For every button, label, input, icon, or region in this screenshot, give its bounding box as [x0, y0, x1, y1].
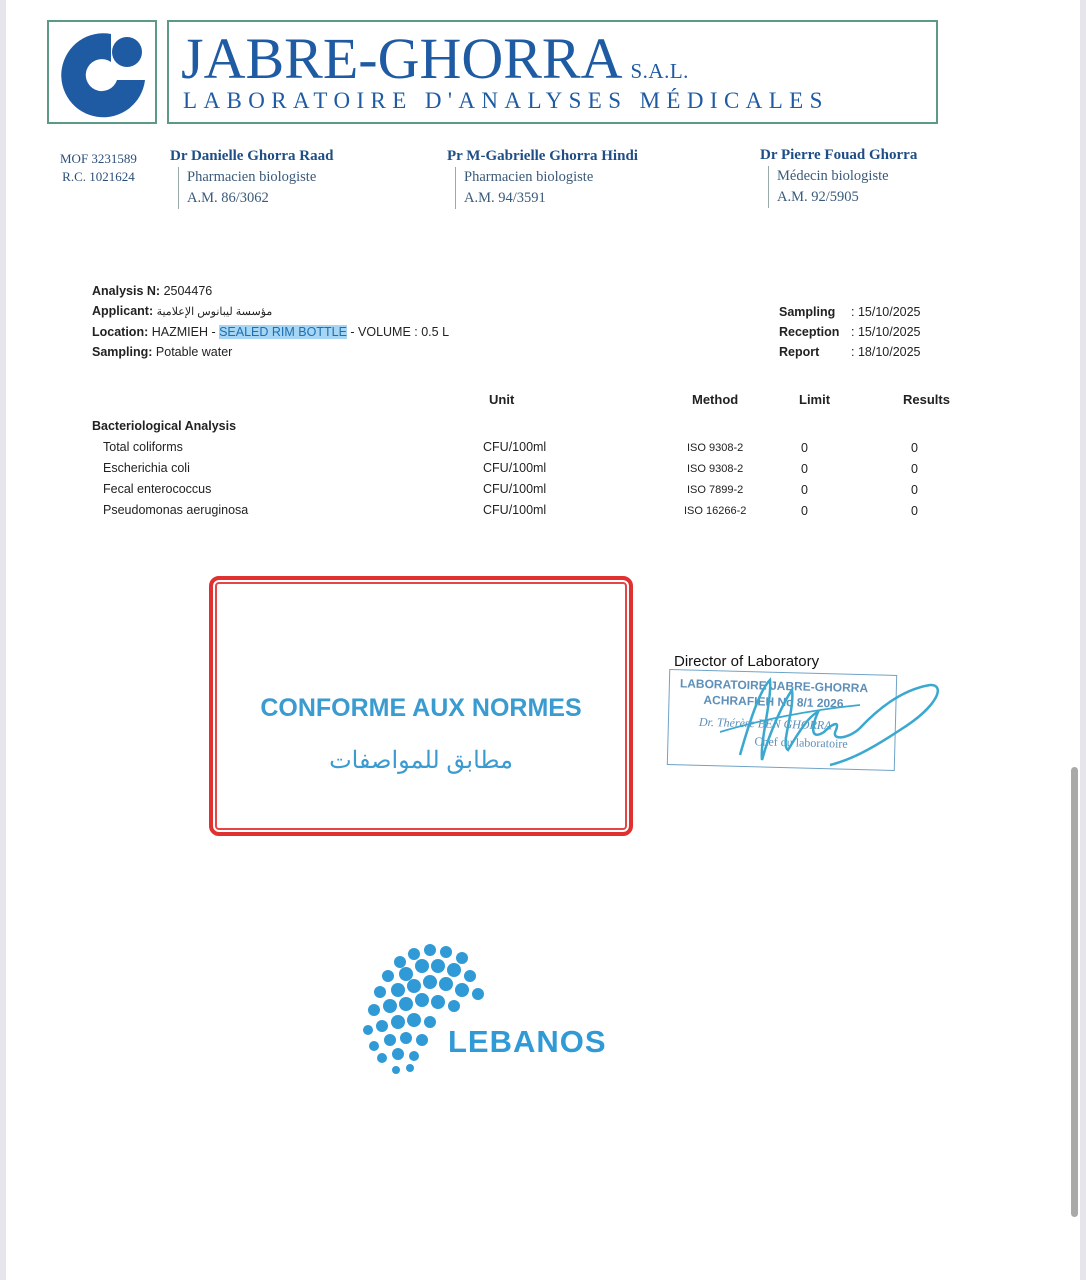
table-row: [0, 440, 1086, 461]
date-value: : 15/10/2025: [851, 305, 921, 319]
parameter-cell: Total coliforms: [103, 440, 183, 454]
company-logo-frame: [47, 20, 157, 124]
location-highlighted-text[interactable]: SEALED RIM BOTTLE: [219, 325, 347, 339]
column-header-method: Method: [692, 392, 739, 407]
table-row: [0, 461, 1086, 482]
vertical-scrollbar-thumb[interactable]: [1071, 767, 1078, 1217]
limit-cell: 0: [801, 504, 808, 518]
doctor-block: [170, 148, 333, 209]
applicant-value: مؤسسة ليبانوس الإعلامية: [156, 306, 273, 318]
date-row: [779, 302, 921, 322]
limit-cell: 0: [801, 483, 808, 497]
rc-number: R.C. 1021624: [62, 169, 135, 184]
result-cell: 0: [911, 441, 918, 455]
doctor-name: Pr M-Gabrielle Ghorra Hindi: [447, 148, 638, 164]
unit-cell: CFU/100ml: [483, 461, 547, 475]
method-cell: ISO 16266-2: [684, 505, 747, 517]
lebanos-logo-text: LEBANOS: [448, 1024, 607, 1059]
seal-line: LABORATOIRE JABRE-GHORRA: [679, 676, 869, 696]
analysis-number-line: [92, 281, 449, 301]
doctor-id: A.M. 92/5905: [777, 189, 859, 205]
stamp-french-text: CONFORME AUX NORMES: [260, 694, 582, 722]
doctor-title: Pharmacien biologiste: [187, 169, 317, 185]
column-header-results: Results: [903, 392, 950, 407]
doctor-id: A.M. 94/3591: [464, 190, 546, 206]
location-line: [92, 322, 449, 342]
company-subtitle: LABORATOIRE D'ANALYSES MÉDICALES: [183, 88, 829, 113]
doctor-block: [760, 147, 917, 208]
sampling-label: Sampling:: [92, 345, 153, 359]
director-label: Director of Laboratory: [674, 653, 820, 670]
date-label: Reception: [779, 325, 840, 339]
seal-line: Chef du laboratoire: [754, 734, 848, 751]
date-label: Report: [779, 345, 820, 359]
limit-cell: 0: [801, 462, 808, 476]
dates-block: [779, 302, 921, 362]
method-cell: ISO 7899-2: [687, 484, 744, 496]
sampling-line: [92, 342, 449, 362]
stamp-arabic-text: مطابق للمواصفات: [329, 747, 513, 774]
parameter-cell: Pseudomonas aeruginosa: [103, 503, 249, 517]
sampling-value: Potable water: [155, 345, 233, 359]
location-label: Location:: [92, 325, 149, 339]
jabre-ghorra-g-logo-icon: [57, 28, 149, 118]
location-suffix: - VOLUME : 0.5 L: [346, 325, 450, 339]
applicant-line: [92, 301, 449, 322]
unit-cell: CFU/100ml: [483, 503, 547, 517]
doctor-title: Médecin biologiste: [777, 168, 889, 184]
unit-cell: CFU/100ml: [483, 482, 547, 496]
result-cell: 0: [911, 483, 918, 497]
company-suffix: S.A.L.: [630, 59, 689, 83]
column-header-unit: Unit: [489, 392, 515, 407]
date-row: [779, 322, 921, 342]
date-label: Sampling: [779, 305, 836, 319]
location-prefix: HAZMIEH -: [151, 325, 220, 339]
method-cell: ISO 9308-2: [687, 463, 744, 475]
doctor-name: Dr Danielle Ghorra Raad: [170, 148, 334, 164]
seal-line: ACHRAFIEH No 8/1 2026: [703, 692, 844, 711]
limit-cell: 0: [801, 441, 808, 455]
analysis-info: [92, 281, 449, 362]
conformity-stamp: [209, 576, 633, 836]
table-row: [0, 482, 1086, 503]
doctor-name: Dr Pierre Fouad Ghorra: [760, 147, 918, 163]
result-cell: 0: [911, 504, 918, 518]
section-title: Bacteriological Analysis: [92, 419, 237, 433]
table-row: [0, 503, 1086, 524]
mof-number: MOF 3231589: [60, 151, 137, 166]
parameter-cell: Escherichia coli: [103, 461, 190, 475]
method-cell: ISO 9308-2: [687, 442, 744, 454]
parameter-cell: Fecal enterococcus: [103, 482, 212, 496]
doctor-title: Pharmacien biologiste: [464, 169, 594, 185]
window-edge-right: [1080, 0, 1086, 1280]
handwritten-signature-icon: [700, 660, 950, 770]
applicant-label: Applicant:: [92, 304, 154, 318]
doctor-block: [447, 148, 638, 209]
date-row: [779, 342, 921, 362]
analysis-number-value: 2504476: [163, 284, 213, 298]
date-value: : 15/10/2025: [851, 325, 921, 339]
seal-line: Dr. Thérèse BEN GHORRA: [698, 714, 832, 733]
column-header-limit: Limit: [799, 392, 831, 407]
doctor-id: A.M. 86/3062: [187, 190, 269, 206]
company-name-text: JABRE-GHORRA: [181, 26, 623, 91]
unit-cell: CFU/100ml: [483, 440, 547, 454]
result-cell: 0: [911, 462, 918, 476]
company-title-frame: [167, 20, 938, 124]
registration-numbers: [60, 150, 137, 186]
analysis-number-label: Analysis N:: [92, 284, 161, 298]
date-value: : 18/10/2025: [851, 345, 921, 359]
window-edge-left: [0, 0, 6, 1280]
